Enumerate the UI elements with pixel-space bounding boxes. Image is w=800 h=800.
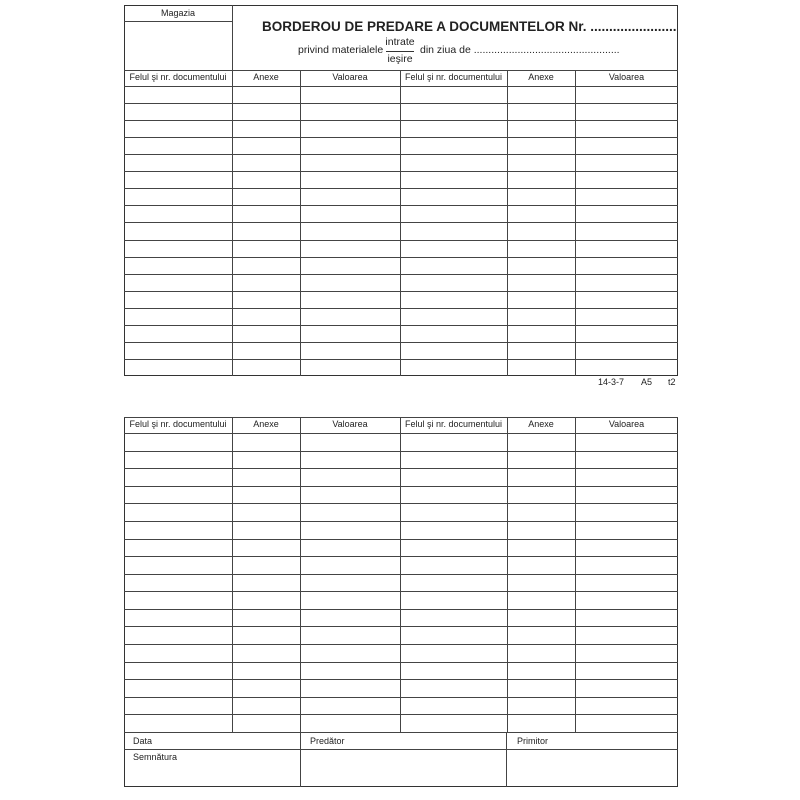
table-cell[interactable] <box>575 486 678 504</box>
table-cell[interactable] <box>507 274 575 291</box>
table-cell[interactable] <box>124 662 232 680</box>
table-cell[interactable] <box>575 154 678 171</box>
table-cell[interactable] <box>300 240 400 257</box>
table-top-line <box>124 70 678 71</box>
table-cell[interactable] <box>575 120 678 137</box>
table-cell[interactable] <box>124 240 232 257</box>
table-cell[interactable] <box>232 626 300 644</box>
table-cell[interactable] <box>507 697 575 715</box>
table-cell[interactable] <box>300 342 400 359</box>
table-cell[interactable] <box>300 539 400 557</box>
table-cell[interactable] <box>232 574 300 592</box>
warehouse-label-line <box>124 21 232 22</box>
table-cell[interactable] <box>507 591 575 609</box>
option-top: intrate <box>385 36 415 48</box>
table-cell[interactable] <box>507 468 575 486</box>
table-cell[interactable] <box>575 626 678 644</box>
sender-label: Predător <box>310 736 345 746</box>
header-col-anexe-2: Anexe <box>528 419 554 429</box>
table-cell[interactable] <box>232 609 300 627</box>
table-cell[interactable] <box>400 556 507 574</box>
table-cell[interactable] <box>400 644 507 662</box>
table-cell[interactable] <box>400 291 507 308</box>
footer-top-line <box>124 732 678 733</box>
table-cell[interactable] <box>124 626 232 644</box>
table-cell[interactable] <box>124 205 232 222</box>
header-col-doc-1: Felul şi nr. documentului <box>129 419 227 429</box>
table-cell[interactable] <box>575 503 678 521</box>
table-cell[interactable] <box>507 521 575 539</box>
header-col-anexe-1: Anexe <box>253 419 279 429</box>
table-cell[interactable] <box>507 325 575 342</box>
table-cell[interactable] <box>300 171 400 188</box>
table-cell[interactable] <box>124 503 232 521</box>
table-cell[interactable] <box>232 154 300 171</box>
table-cell[interactable] <box>400 171 507 188</box>
table-cell[interactable] <box>507 539 575 557</box>
footer-divider-1 <box>300 732 301 787</box>
table-cell[interactable] <box>575 609 678 627</box>
form-variant: t2 <box>668 377 676 387</box>
signature-label: Semnătura <box>133 752 178 762</box>
table-cell[interactable] <box>575 205 678 222</box>
table-cell[interactable] <box>124 539 232 557</box>
table-cell[interactable] <box>300 291 400 308</box>
table-cell[interactable] <box>507 503 575 521</box>
table-cell[interactable] <box>575 451 678 469</box>
table-cell[interactable] <box>300 188 400 205</box>
table-cell[interactable] <box>124 86 232 103</box>
table-cell[interactable] <box>300 120 400 137</box>
table-cell[interactable] <box>232 697 300 715</box>
table-cell[interactable] <box>124 468 232 486</box>
warehouse-label: Magazia <box>160 8 196 18</box>
fraction-bar <box>386 51 414 52</box>
table-cell[interactable] <box>575 574 678 592</box>
table-cell[interactable] <box>507 171 575 188</box>
table-cell[interactable] <box>575 257 678 274</box>
table-cell[interactable] <box>575 308 678 325</box>
table-cell[interactable] <box>400 205 507 222</box>
table-cell[interactable] <box>400 240 507 257</box>
table-cell[interactable] <box>232 359 300 376</box>
table-cell[interactable] <box>400 86 507 103</box>
header-col-anexe-2: Anexe <box>528 72 554 82</box>
table-cell[interactable] <box>507 451 575 469</box>
table-cell[interactable] <box>124 433 232 451</box>
table-cell[interactable] <box>575 359 678 376</box>
table-cell[interactable] <box>232 556 300 574</box>
table-cell[interactable] <box>232 662 300 680</box>
table-cell[interactable] <box>232 86 300 103</box>
table-cell[interactable] <box>232 171 300 188</box>
table-cell[interactable] <box>232 521 300 539</box>
table-cell[interactable] <box>300 154 400 171</box>
table-cell[interactable] <box>400 662 507 680</box>
table-cell[interactable] <box>124 154 232 171</box>
table-cell[interactable] <box>300 433 400 451</box>
table-cell[interactable] <box>507 486 575 504</box>
table-cell[interactable] <box>124 591 232 609</box>
table-cell[interactable] <box>507 609 575 627</box>
form-format: A5 <box>641 377 653 387</box>
table-top-line <box>124 417 678 418</box>
table-cell[interactable] <box>300 574 400 592</box>
table-cell[interactable] <box>124 697 232 715</box>
table-cell[interactable] <box>124 137 232 154</box>
table-cell[interactable] <box>232 433 300 451</box>
table-cell[interactable] <box>400 574 507 592</box>
table-cell[interactable] <box>300 468 400 486</box>
table-cell[interactable] <box>575 137 678 154</box>
table-cell[interactable] <box>575 222 678 239</box>
table-cell[interactable] <box>400 274 507 291</box>
table-cell[interactable] <box>300 697 400 715</box>
table-cell[interactable] <box>300 591 400 609</box>
form-code: 14-3-7 <box>598 377 625 387</box>
table-cell[interactable] <box>400 609 507 627</box>
receiver-label: Primitor <box>517 736 548 746</box>
table-cell[interactable] <box>300 644 400 662</box>
table-cell[interactable] <box>300 521 400 539</box>
table-cell[interactable] <box>232 486 300 504</box>
table-cell[interactable] <box>507 574 575 592</box>
table-cell[interactable] <box>575 171 678 188</box>
table-cell[interactable] <box>300 503 400 521</box>
table-cell[interactable] <box>507 644 575 662</box>
table-cell[interactable] <box>507 154 575 171</box>
table-cell[interactable] <box>124 521 232 539</box>
table-cell[interactable] <box>575 342 678 359</box>
table-cell[interactable] <box>124 451 232 469</box>
table-cell[interactable] <box>300 626 400 644</box>
table-cell[interactable] <box>507 433 575 451</box>
table-cell[interactable] <box>400 257 507 274</box>
table-cell[interactable] <box>575 274 678 291</box>
table-cell[interactable] <box>124 257 232 274</box>
table-cell[interactable] <box>124 308 232 325</box>
table-cell[interactable] <box>507 662 575 680</box>
table-cell[interactable] <box>575 662 678 680</box>
table-cell[interactable] <box>507 222 575 239</box>
table-cell[interactable] <box>300 222 400 239</box>
table-cell[interactable] <box>507 714 575 732</box>
table-cell[interactable] <box>124 222 232 239</box>
table-cell[interactable] <box>400 308 507 325</box>
table-cell[interactable] <box>400 679 507 697</box>
table-cell[interactable] <box>575 556 678 574</box>
table-cell[interactable] <box>300 103 400 120</box>
footer-divider-2 <box>506 732 507 787</box>
table-cell[interactable] <box>400 503 507 521</box>
table-cell[interactable] <box>300 86 400 103</box>
table-cell[interactable] <box>300 325 400 342</box>
header-col-valoarea-1: Valoarea <box>332 419 368 429</box>
table-cell[interactable] <box>400 697 507 715</box>
table-cell[interactable] <box>124 714 232 732</box>
table-cell[interactable] <box>507 291 575 308</box>
table-cell[interactable] <box>232 503 300 521</box>
table-cell[interactable] <box>507 188 575 205</box>
table-cell[interactable] <box>124 274 232 291</box>
table-cell[interactable] <box>400 714 507 732</box>
table-cell[interactable] <box>400 103 507 120</box>
table-cell[interactable] <box>575 240 678 257</box>
table-cell[interactable] <box>400 433 507 451</box>
table-cell[interactable] <box>575 539 678 557</box>
table-cell[interactable] <box>400 325 507 342</box>
table-cell[interactable] <box>300 308 400 325</box>
table-cell[interactable] <box>300 556 400 574</box>
table-cell[interactable] <box>400 521 507 539</box>
table-cell[interactable] <box>507 556 575 574</box>
table-cell[interactable] <box>300 359 400 376</box>
table-cell[interactable] <box>575 679 678 697</box>
footer-date-line <box>124 749 678 750</box>
table-cell[interactable] <box>300 205 400 222</box>
table-cell[interactable] <box>232 188 300 205</box>
table-cell[interactable] <box>507 257 575 274</box>
table-cell[interactable] <box>300 137 400 154</box>
table-cell[interactable] <box>507 205 575 222</box>
table-cell[interactable] <box>124 609 232 627</box>
table-cell[interactable] <box>575 188 678 205</box>
header-col-valoarea-2: Valoarea <box>608 419 645 429</box>
table-cell[interactable] <box>232 325 300 342</box>
table-cell[interactable] <box>232 222 300 239</box>
table-cell[interactable] <box>232 205 300 222</box>
table-cell[interactable] <box>300 274 400 291</box>
table-cell[interactable] <box>400 222 507 239</box>
header-col-doc-1: Felul şi nr. documentului <box>129 72 227 82</box>
table-cell[interactable] <box>575 103 678 120</box>
table-cell[interactable] <box>400 626 507 644</box>
table-cell[interactable] <box>575 697 678 715</box>
table-cell[interactable] <box>232 468 300 486</box>
table-cell[interactable] <box>575 521 678 539</box>
table-cell[interactable] <box>124 291 232 308</box>
table-cell[interactable] <box>575 433 678 451</box>
table-cell[interactable] <box>575 325 678 342</box>
table-cell[interactable] <box>232 137 300 154</box>
subtitle-left: privind materialele <box>298 44 384 56</box>
table-cell[interactable] <box>507 626 575 644</box>
table-cell[interactable] <box>124 644 232 662</box>
table-cell[interactable] <box>232 539 300 557</box>
table-cell[interactable] <box>232 591 300 609</box>
table-cell[interactable] <box>232 257 300 274</box>
table-cell[interactable] <box>300 609 400 627</box>
table-cell[interactable] <box>124 171 232 188</box>
table-cell[interactable] <box>232 342 300 359</box>
table-cell[interactable] <box>124 679 232 697</box>
table-cell[interactable] <box>124 556 232 574</box>
table-cell[interactable] <box>400 591 507 609</box>
table-cell[interactable] <box>507 308 575 325</box>
table-cell[interactable] <box>124 103 232 120</box>
header-col-doc-2: Felul şi nr. documentului <box>404 72 503 82</box>
table-cell[interactable] <box>507 86 575 103</box>
form-title: BORDEROU DE PREDARE A DOCUMENTELOR Nr. ....................... <box>262 19 677 34</box>
table-cell[interactable] <box>400 539 507 557</box>
table-cell[interactable] <box>507 359 575 376</box>
warehouse-divider <box>232 5 233 70</box>
table-cell[interactable] <box>232 120 300 137</box>
table-cell[interactable] <box>400 137 507 154</box>
table-cell[interactable] <box>400 154 507 171</box>
table-cell[interactable] <box>575 291 678 308</box>
header-col-valoarea-2: Valoarea <box>608 72 645 82</box>
table-cell[interactable] <box>232 274 300 291</box>
table-cell[interactable] <box>232 240 300 257</box>
table-cell[interactable] <box>124 188 232 205</box>
table-cell[interactable] <box>400 359 507 376</box>
table-cell[interactable] <box>124 120 232 137</box>
table-cell[interactable] <box>300 714 400 732</box>
table-cell[interactable] <box>400 342 507 359</box>
table-cell[interactable] <box>300 662 400 680</box>
table-cell[interactable] <box>124 574 232 592</box>
date-label: Data <box>133 736 153 746</box>
header-col-valoarea-1: Valoarea <box>332 72 368 82</box>
table-cell[interactable] <box>507 679 575 697</box>
option-bottom: ieşire <box>387 53 413 65</box>
table-cell[interactable] <box>232 103 300 120</box>
table-cell[interactable] <box>300 257 400 274</box>
table-cell[interactable] <box>507 103 575 120</box>
table-cell[interactable] <box>507 120 575 137</box>
table-cell[interactable] <box>575 644 678 662</box>
table-cell[interactable] <box>575 86 678 103</box>
table-cell[interactable] <box>300 451 400 469</box>
table-cell[interactable] <box>575 591 678 609</box>
subtitle-right: din ziua de .................................................. <box>420 44 620 56</box>
table-cell[interactable] <box>400 486 507 504</box>
header-col-anexe-1: Anexe <box>253 72 279 82</box>
table-cell[interactable] <box>507 137 575 154</box>
table-cell[interactable] <box>300 679 400 697</box>
table-cell[interactable] <box>300 486 400 504</box>
table-cell[interactable] <box>575 468 678 486</box>
table-cell[interactable] <box>232 308 300 325</box>
table-cell[interactable] <box>124 486 232 504</box>
table-cell[interactable] <box>507 342 575 359</box>
table-cell[interactable] <box>232 451 300 469</box>
header-col-doc-2: Felul şi nr. documentului <box>404 419 503 429</box>
table-cell[interactable] <box>400 188 507 205</box>
table-cell[interactable] <box>400 451 507 469</box>
table-cell[interactable] <box>124 342 232 359</box>
table-cell[interactable] <box>232 714 300 732</box>
table-cell[interactable] <box>400 120 507 137</box>
table-cell[interactable] <box>232 644 300 662</box>
table-cell[interactable] <box>124 359 232 376</box>
table-cell[interactable] <box>232 291 300 308</box>
table-cell[interactable] <box>507 240 575 257</box>
table-cell[interactable] <box>575 714 678 732</box>
table-cell[interactable] <box>232 679 300 697</box>
table-cell[interactable] <box>124 325 232 342</box>
table-cell[interactable] <box>400 468 507 486</box>
